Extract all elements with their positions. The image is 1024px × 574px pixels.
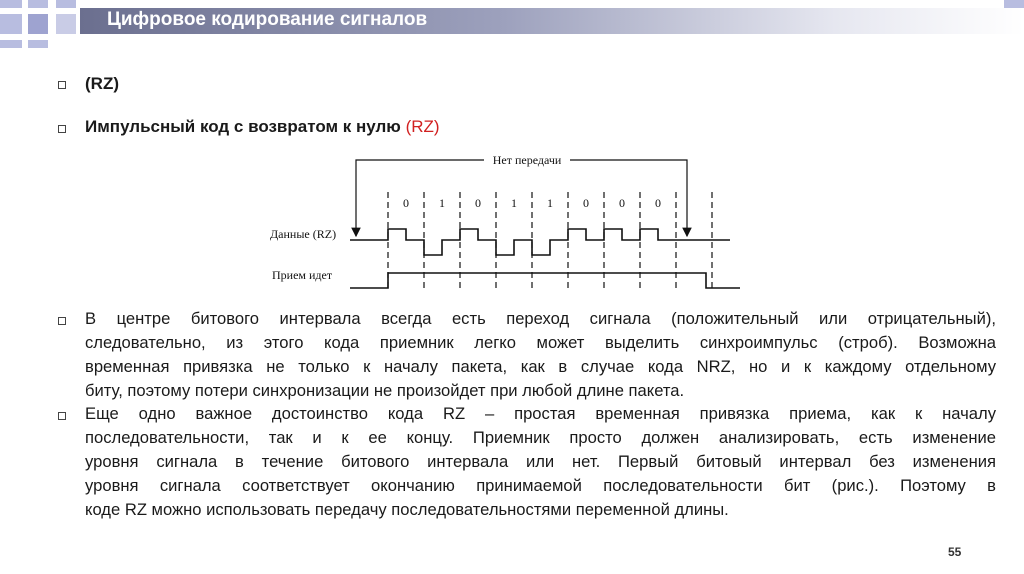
bit-label: 0 xyxy=(403,196,409,210)
paragraph-sync xyxy=(85,307,996,403)
paragraph-line: следовательно, из этого кода приемник легко может выделить синхроимпульс (строб). Возможна xyxy=(85,333,996,352)
paragraph-line: последовательности, так и к ее концу. Приемник просто должен анализировать, есть изменение xyxy=(85,428,996,447)
bit-label: 0 xyxy=(619,196,625,210)
rz-waveform xyxy=(350,229,730,255)
bit-label: 0 xyxy=(475,196,481,210)
paragraph-line: биту, поэтому потери синхронизации не произойдет при любой длине пакета. xyxy=(85,381,685,400)
bit-label: 1 xyxy=(547,196,553,210)
paragraph-line: Еще одно важное достоинство кода RZ – простая временная привязка приема, как к началу xyxy=(85,404,996,423)
bit-label: 0 xyxy=(655,196,661,210)
paragraph-line: коде RZ можно использовать передачу последовательностями переменной длины. xyxy=(85,500,729,519)
page-number: 55 xyxy=(948,545,962,559)
paragraph-line: временная привязка не только к началу пакета, как в случае кода NRZ, но и к каждому отдельному xyxy=(85,357,996,376)
bullet-marker xyxy=(58,412,66,420)
receive-row-label: Прием идет xyxy=(272,268,333,282)
bit-label: 0 xyxy=(583,196,589,210)
bullet-heading-suffix: (RZ) xyxy=(405,117,440,136)
bit-label: 1 xyxy=(439,196,445,210)
slide-title: Цифровое кодирование сигналов xyxy=(107,9,428,30)
receive-waveform xyxy=(350,273,740,288)
paragraph-advantage xyxy=(85,402,996,522)
no-transmission-left xyxy=(356,160,484,236)
bullet-heading-text: Импульсный код с возвратом к нулю xyxy=(85,117,406,136)
paragraph-line: В центре битового интервала всегда есть переход сигнала (положительный или отрицательный), xyxy=(85,309,996,328)
bullet-marker xyxy=(58,317,66,325)
bit-label: 1 xyxy=(511,196,517,210)
data-row-label: Данные (RZ) xyxy=(270,227,337,241)
paragraph-line: уровня сигнала в течение битового интервала или нет. Первый битовый интервал без изменения xyxy=(85,452,996,471)
no-transmission-label: Нет передачи xyxy=(492,153,562,167)
bullet-rz: (RZ) xyxy=(85,74,119,93)
paragraph-line: уровня сигнала соответствует окончанию принимаемой последовательности бит (рис.). Поэтому в xyxy=(85,476,996,495)
